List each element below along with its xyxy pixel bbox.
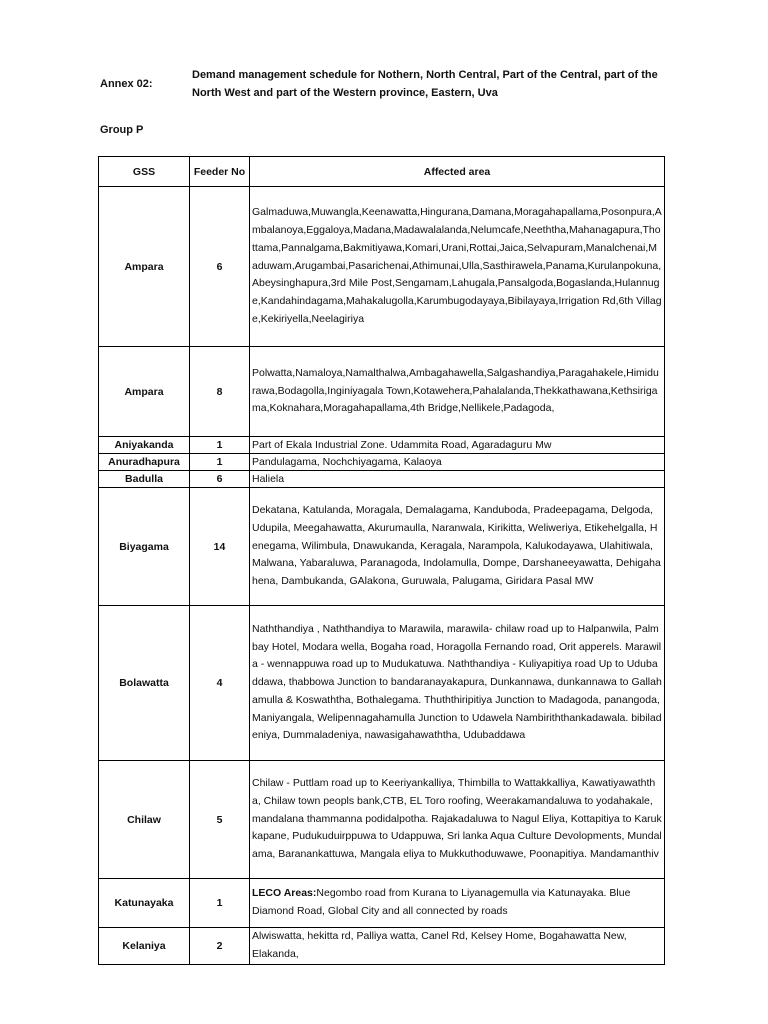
- schedule-table: [98, 156, 665, 965]
- document-title: Demand management schedule for Nothern, North Central, Part of the Central, part of the North West and part of the Western province, Eastern, Uva: [192, 69, 658, 99]
- table-row: [99, 347, 665, 437]
- feeder-cell: 8: [190, 347, 250, 437]
- gss-cell: Aniyakanda: [99, 437, 190, 454]
- area-cell: Naththandiya , Naththandiya to Marawila, marawila- chilaw road up to Halpanwila, Palm bay Hotel, Modara wella, Bogaha road, Horagolla Fernando road, Orit apperels. Marawila - wennappuwa road up to Mudukatuwa. Naththandiya - Kuliyapitiya road Up to Udubaddawa, thabbowa Junction to bandaranayakapura, Dunkannawa, dunkannawa to Gallahamulla & Koswaththa, Bothalegama. Thuththiripitiya Junction to Madagoda, panangoda, Maniyangala, Welipennagahamulla Junction to Udawela Nambiriththankadawala. bibiladeniya, Dummaladeniya, nawasigahawaththa, Udubaddawa: [250, 606, 665, 761]
- table-row: [99, 437, 665, 454]
- area-text: Negombo road from Kurana to Liyanagemulla via Katunayaka. Blue Diamond Road, Global City and all connected by roads: [252, 887, 631, 917]
- leco-areas-label: LECO Areas:: [252, 887, 317, 900]
- gss-cell: Ampara: [99, 187, 190, 347]
- table-row: [99, 928, 665, 965]
- table-row: [99, 454, 665, 471]
- area-cell: Galmaduwa,Muwangla,Keenawatta,Hingurana,Damana,Moragahapallama,Posonpura,Ambalanoya,Eggaloya,Madana,Madawalalanda,Nelumcafe,Neeththa,Mahanagapura,Thottama,Pannalgama,Bakmitiyawa,Komari,Urani,Rottai,Jaica,Selvapuram,Manalchenai,Maduwam,Arugambai,Pasarichenai,Athimunai,Ulla,Sasthirawela,Panama,Kurulanpokuna,Abeysinghapura,3rd Mile Post,Sengamam,Lahugala,Pansalgoda,Bogaslanda,Hulannuge,Kandahindagama,Mahakalugolla,Karumbugodayaya,Bibilayaya,Irrigation Rd,6th Village,Kekiriyella,Neelagiriya: [250, 187, 665, 347]
- feeder-cell: 1: [190, 454, 250, 471]
- annex-label: Annex 02:: [100, 78, 153, 90]
- feeder-cell: 5: [190, 761, 250, 879]
- area-cell: [250, 879, 665, 928]
- table-row: [99, 187, 665, 347]
- area-cell: Dekatana, Katulanda, Moragala, Demalagama, Kanduboda, Pradeepagama, Delgoda, Udupila, Meegahawatta, Akurumaulla, Naranwala, Kirikitta, Weliweriya, Etikehelgalla, Henegama, Wilimbula, Dnawukanda, Keragala, Narampola, Kalukodayawa, Ulahitiwala, Malwana, Yabaraluwa, Paranagoda, Indolamulla, Dompe, Darshaneeyawatta, Dehigahahena, Dambukanda, GAlakona, Guruwala, Palugama, Giridara Pasal MW: [250, 488, 665, 606]
- gss-cell: Bolawatta: [99, 606, 190, 761]
- feeder-cell: 4: [190, 606, 250, 761]
- area-cell: Polwatta,Namaloya,Namalthalwa,Ambagahawella,Salgashandiya,Paragahakele,Himidurawa,Bodagolla,Inginiyagala Town,Kotawehera,Pahalalanda,Thekkathawana,Kethsirigama,Koknahara,Moragahapallama,4th Bridge,Nellikele,Padagoda,: [250, 347, 665, 437]
- gss-cell: Ampara: [99, 347, 190, 437]
- table-row: [99, 488, 665, 606]
- feeder-cell: 14: [190, 488, 250, 606]
- column-header-area: Affected area: [250, 157, 665, 187]
- table-row: [99, 761, 665, 879]
- gss-cell: Chilaw: [99, 761, 190, 879]
- feeder-cell: 1: [190, 437, 250, 454]
- feeder-cell: 6: [190, 471, 250, 488]
- area-cell: Pandulagama, Nochchiyagama, Kalaoya: [250, 454, 665, 471]
- table-row: [99, 879, 665, 928]
- gss-cell: Badulla: [99, 471, 190, 488]
- gss-cell: Katunayaka: [99, 879, 190, 928]
- feeder-cell: 2: [190, 928, 250, 965]
- area-cell: Haliela: [250, 471, 665, 488]
- feeder-cell: 6: [190, 187, 250, 347]
- area-cell: Chilaw - Puttlam road up to Keeriyankalliya, Thimbilla to Wattakkalliya, Kawatiyawaththa, Chilaw town peopls bank,CTB, EL Toro roofing, Weerakamandaluwa to yodahakale, mandalana thammanna podidalpotha. Rajakadaluwa to Nagul Eliya, Kottapitiya to Karukkapane, Pudukuduirppuwa to Udappuwa, Sri lanka Aqua Culture Devolopments, Mundalama, Baranankattuwa, Mangala eliya to Mukkuthoduwawe, Poonapitiya. Mandamanthiv: [250, 761, 665, 879]
- gss-cell: Kelaniya: [99, 928, 190, 965]
- group-label: Group P: [100, 124, 144, 136]
- area-cell: Part of Ekala Industrial Zone. Udammita Road, Agaradaguru Mw: [250, 437, 665, 454]
- gss-cell: Anuradhapura: [99, 454, 190, 471]
- table-row: [99, 471, 665, 488]
- table-row: [99, 606, 665, 761]
- column-header-feeder: Feeder No: [190, 157, 250, 187]
- table-header-row: [99, 157, 665, 187]
- feeder-cell: 1: [190, 879, 250, 928]
- column-header-gss: GSS: [99, 157, 190, 187]
- area-cell: Alwiswatta, hekitta rd, Palliya watta, Canel Rd, Kelsey Home, Bogahawatta New, Elakanda,: [250, 928, 665, 965]
- gss-cell: Biyagama: [99, 488, 190, 606]
